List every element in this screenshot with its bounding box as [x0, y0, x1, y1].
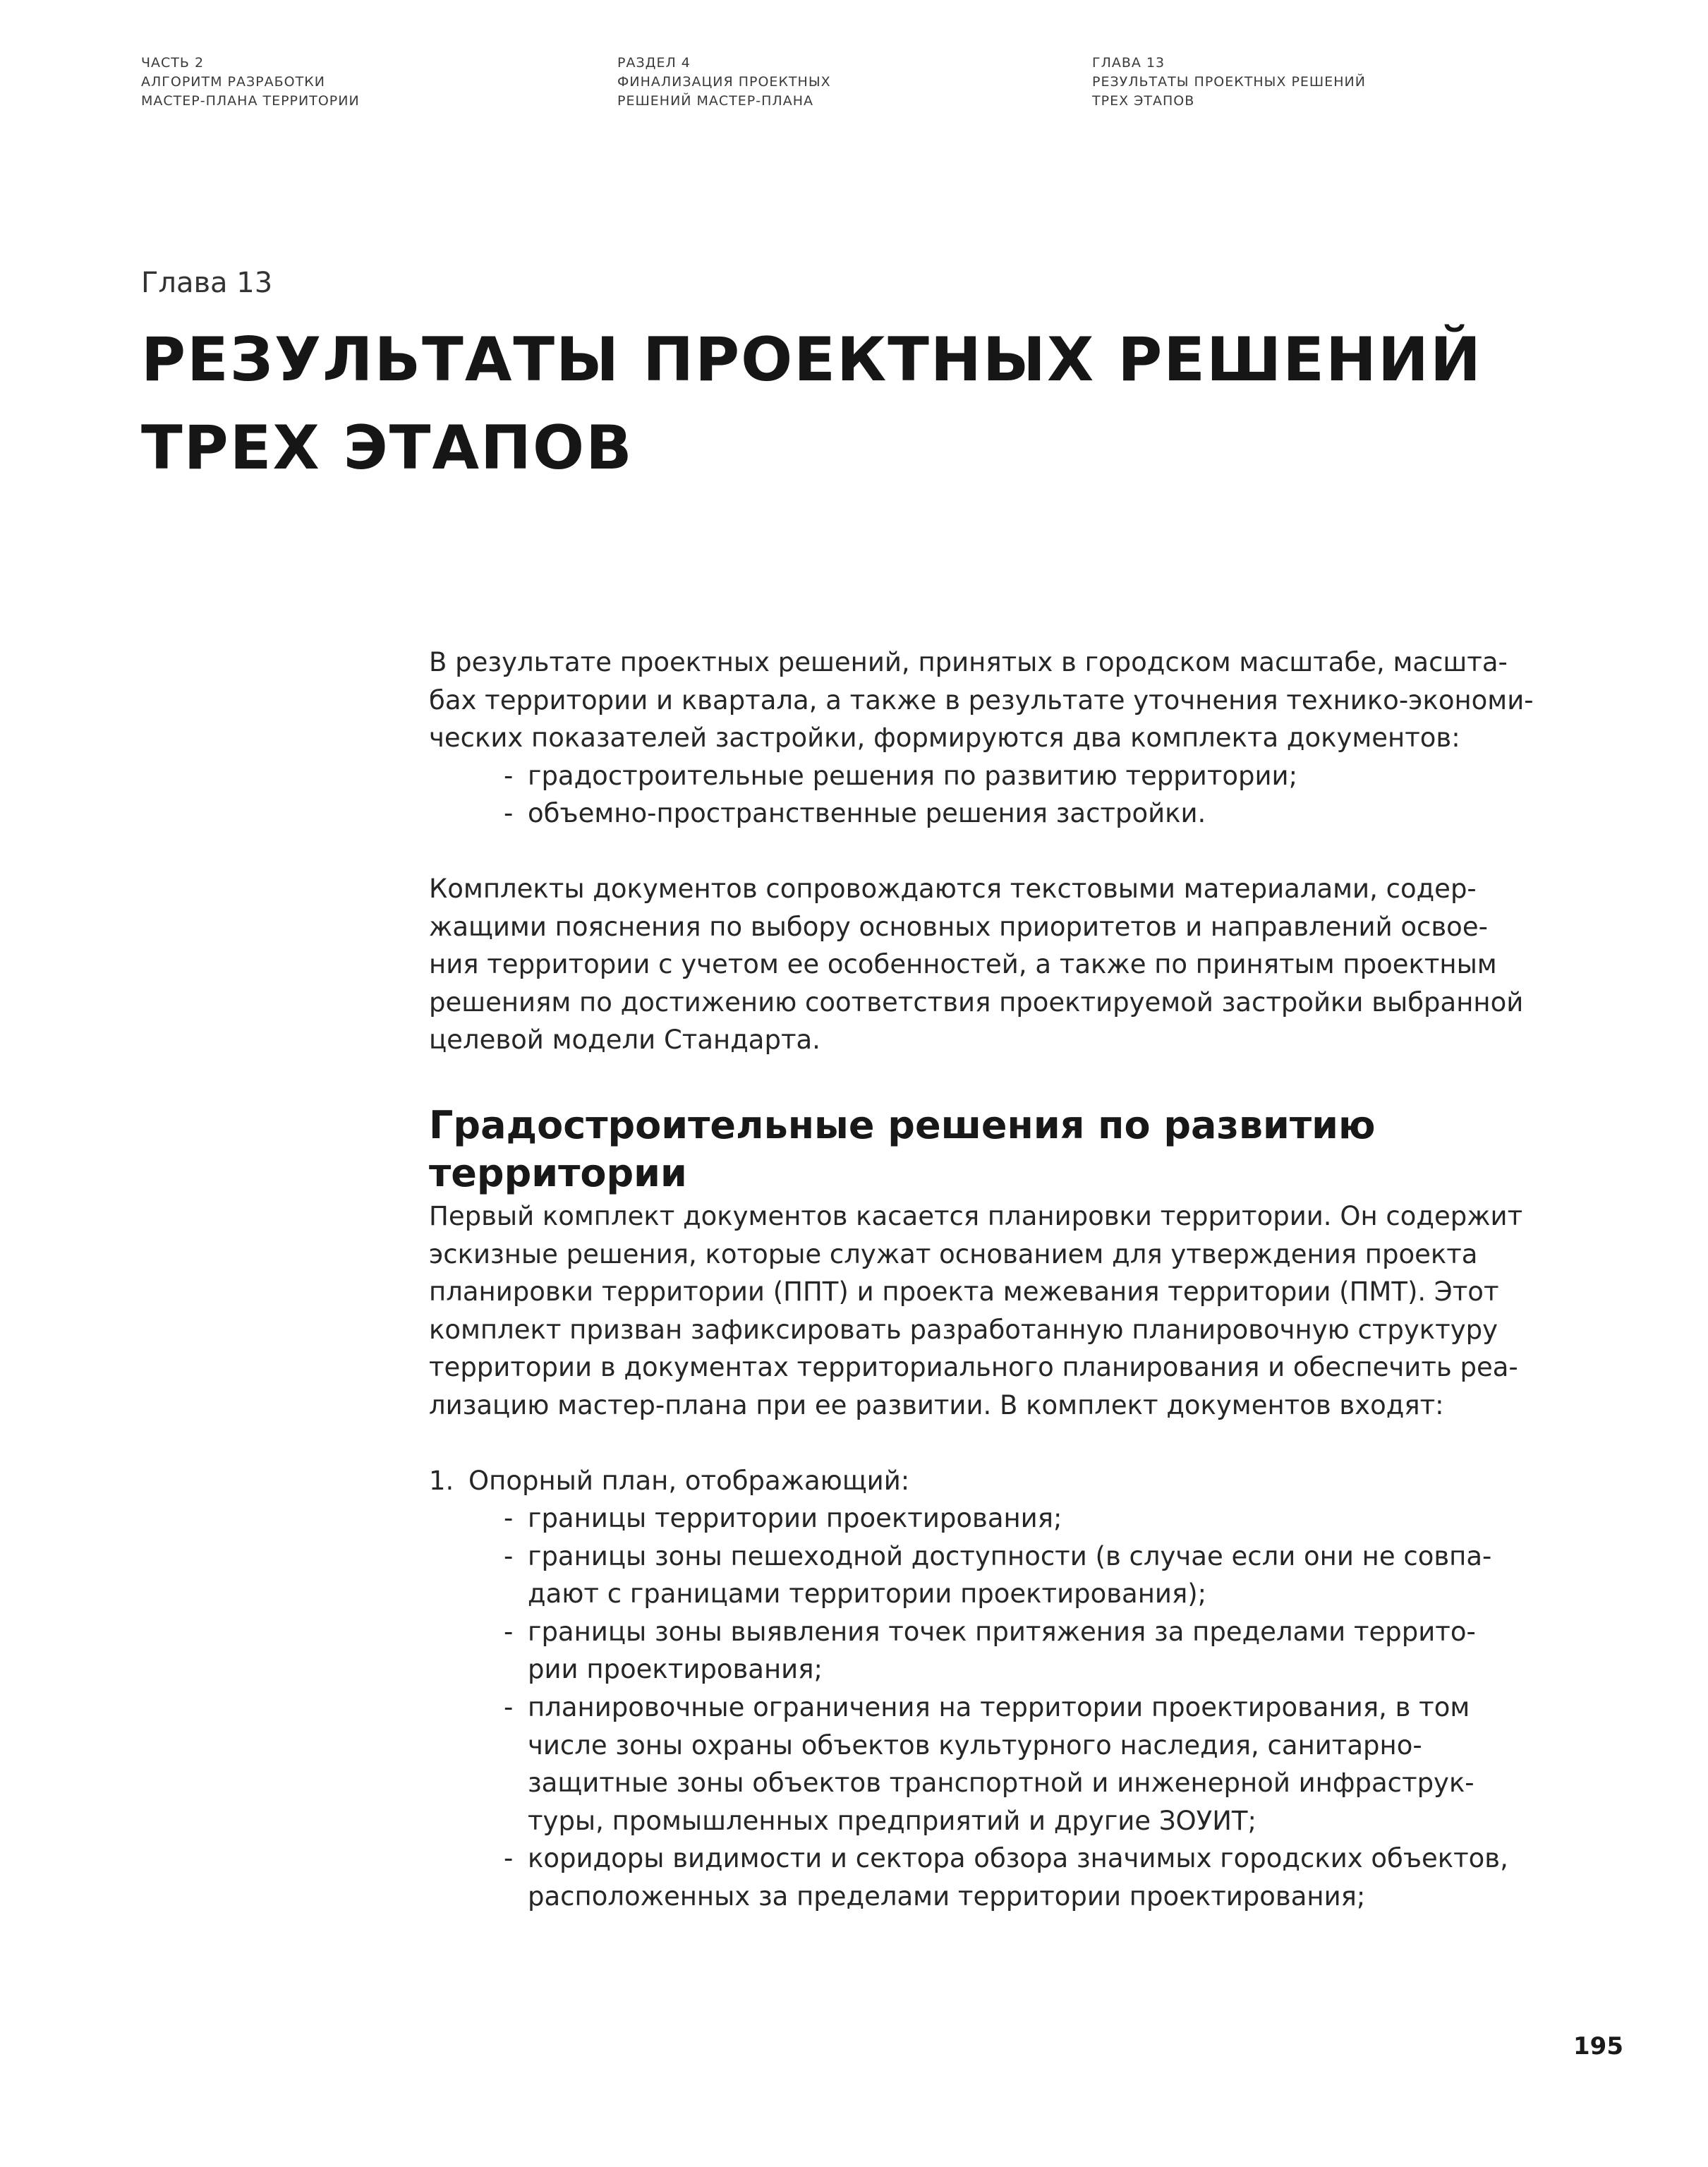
sub-item-continuation: числе зоны охраны объектов культурного наследия, санитарно-	[528, 1730, 1422, 1761]
sub-item-text: границы территории проектирования;	[528, 1503, 1062, 1534]
dash-marker: -	[504, 1843, 514, 1874]
text-line: жащими пояснения по выбору основных приоритетов и направлений освое-	[429, 911, 1488, 942]
dash-list-item	[429, 757, 1572, 795]
running-head-line: ГЛАВА 13	[1092, 55, 1165, 71]
main-content	[429, 644, 1572, 1916]
sub-item-text: границы зоны пешеходной доступности (в случае если они не совпа-	[528, 1540, 1492, 1571]
running-head-line: МАСТЕР-ПЛАНА ТЕРРИТОРИИ	[141, 93, 360, 109]
running-head-line: ЧАСТЬ 2	[141, 55, 205, 71]
text-line: Комплекты документов сопровождаются текстовыми материалами, содер-	[429, 873, 1477, 904]
dash-marker: -	[504, 798, 514, 829]
text-line: территории в документах территориального планирования и обеспечить реа-	[429, 1352, 1518, 1383]
text-line: эскизные решения, которые служат основанием для утверждения проекта	[429, 1238, 1478, 1269]
running-head-line: ФИНАЛИЗАЦИЯ ПРОЕКТНЫХ	[617, 74, 831, 90]
text-line: ческих показателей застройки, формируются два комплекта документов:	[429, 723, 1460, 754]
list-number: 1.	[429, 1465, 454, 1496]
text-line: В результате проектных решений, принятых в городском масштабе, масшта-	[429, 647, 1508, 677]
numbered-list-item	[429, 1462, 1572, 1500]
running-head-part	[141, 54, 360, 111]
chapter-title-line: ТРЕХ ЭТАПОВ	[141, 413, 634, 483]
sub-list-item	[429, 1689, 1572, 1727]
dash-marker: -	[504, 1692, 514, 1723]
sub-list-item	[429, 1499, 1572, 1538]
running-head-line: АЛГОРИТМ РАЗРАБОТКИ	[141, 74, 325, 90]
sub-item-continuation: рии проектирования;	[528, 1654, 823, 1685]
text-line: Первый комплект документов касается планировки территории. Он содержит	[429, 1200, 1523, 1231]
dash-item-text: объемно-пространственные решения застройки.	[528, 798, 1206, 829]
text-line: решениям по достижению соответствия проектируемой застройки выбранной	[429, 986, 1524, 1018]
section-paragraph	[429, 1197, 1572, 1425]
dash-marker: -	[504, 1540, 514, 1571]
text-line: комплект призван зафиксировать разработанную планировочную структуру	[429, 1314, 1498, 1345]
running-head-line: РАЗДЕЛ 4	[617, 55, 691, 71]
sub-list-item	[429, 1840, 1572, 1878]
chapter-label: Глава 13	[141, 267, 273, 299]
list-item-text: Опорный план, отображающий:	[468, 1465, 910, 1496]
running-head-line: РЕЗУЛЬТАТЫ ПРОЕКТНЫХ РЕШЕНИЙ	[1092, 74, 1366, 90]
text-line: планировки территории (ППТ) и проекта межевания территории (ПМТ). Этот	[429, 1276, 1499, 1308]
dash-marker: -	[504, 1616, 514, 1647]
intro-paragraph	[429, 644, 1572, 833]
section-heading	[429, 1059, 1572, 1197]
sub-item-text: коридоры видимости и сектора обзора значимых городских объектов,	[528, 1843, 1508, 1874]
numbered-list	[429, 1462, 1572, 1916]
text-line: лизацию мастер-плана при ее развитии. В комплект документов входят:	[429, 1389, 1444, 1420]
text-line: ния территории с учетом ее особенностей, а также по принятым проектным	[429, 949, 1497, 980]
dash-marker: -	[504, 760, 514, 791]
sub-item-text: планировочные ограничения на территории проектирования, в том	[528, 1692, 1470, 1723]
dash-marker: -	[504, 1503, 514, 1534]
paragraph-gap	[429, 833, 1572, 870]
sub-item-continuation: расположенных за пределами территории проектирования;	[528, 1881, 1366, 1912]
running-head-section	[617, 54, 831, 111]
running-head-line: ТРЕХ ЭТАПОВ	[1092, 93, 1195, 109]
section-heading-line: Градостроительные решения по развитию	[429, 1102, 1376, 1147]
sub-item-text: границы зоны выявления точек притяжения за пределами террито-	[528, 1616, 1476, 1647]
text-line: бах территории и квартала, а также в результате уточнения технико-экономи-	[429, 684, 1534, 716]
sub-item-continuation: дают с границами территории проектирования);	[528, 1579, 1207, 1610]
paragraph-gap	[429, 1425, 1572, 1462]
chapter-title	[141, 316, 1482, 493]
paragraph-documents	[429, 870, 1572, 1059]
text-line: целевой модели Стандарта.	[429, 1025, 820, 1056]
running-head-line: РЕШЕНИЙ МАСТЕР-ПЛАНА	[617, 93, 813, 109]
dash-list-item	[429, 795, 1572, 833]
sub-list-item	[429, 1538, 1572, 1576]
dash-item-text: градостроительные решения по развитию территории;	[528, 760, 1298, 791]
running-head-chapter	[1092, 54, 1366, 111]
section-heading-line: территории	[429, 1150, 687, 1195]
sub-list-item	[429, 1613, 1572, 1651]
page-number: 195	[1573, 2032, 1623, 2060]
sub-item-continuation: защитные зоны объектов транспортной и инженерной инфраструк-	[528, 1768, 1474, 1799]
chapter-title-line: РЕЗУЛЬТАТЫ ПРОЕКТНЫХ РЕШЕНИЙ	[141, 325, 1482, 395]
sub-item-continuation: туры, промышленных предприятий и другие ЗОУИТ;	[528, 1805, 1256, 1836]
